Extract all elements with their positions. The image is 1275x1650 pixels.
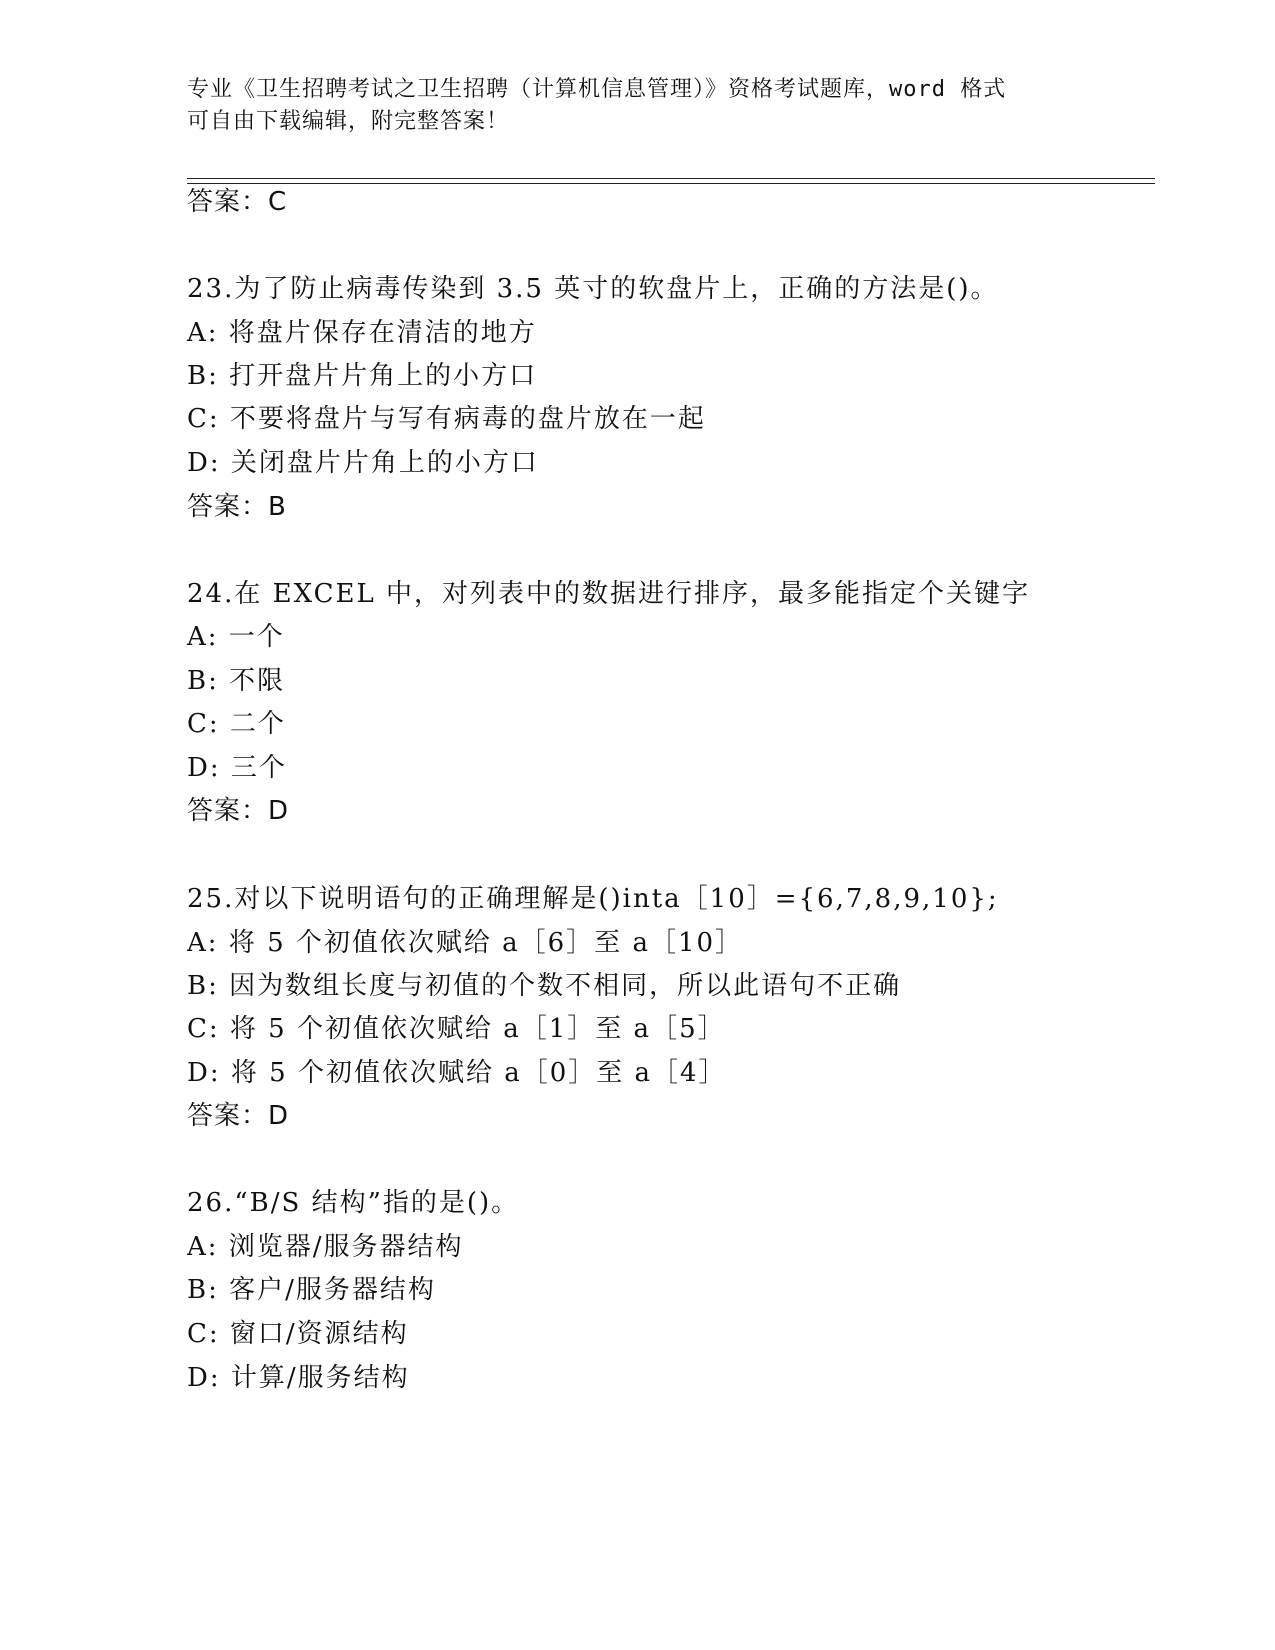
question-25-option-c: C: 将 5 个初值依次赋给 a［1］至 a［5］ — [187, 1014, 726, 1044]
question-23-option-b: B: 打开盘片片角上的小方口 — [187, 361, 538, 391]
question-25-option-d: D: 将 5 个初值依次赋给 a［0］至 a［4］ — [187, 1058, 727, 1088]
question-26-option-d: D: 计算/服务结构 — [187, 1363, 410, 1393]
question-24-option-b: B: 不限 — [187, 666, 286, 696]
question-25-answer: 答案：D — [187, 1101, 290, 1131]
header-divider-bottom — [187, 183, 1155, 184]
question-25-option-b: B: 因为数组长度与初值的个数不相同，所以此语句不正确 — [187, 971, 902, 1001]
question-23-stem: 23.为了防止病毒传染到 3.5 英寸的软盘片上，正确的方法是()。 — [187, 274, 999, 304]
question-24-option-a: A: 一个 — [187, 622, 285, 652]
question-26-option-a: A: 浏览器/服务器结构 — [187, 1232, 464, 1262]
question-25-stem: 25.对以下说明语句的正确理解是()inta［10］={6,7,8,9,10}; — [187, 884, 999, 914]
question-25-option-a: A: 将 5 个初值依次赋给 a［6］至 a［10］ — [187, 928, 744, 958]
question-26-option-c: C: 窗口/资源结构 — [187, 1319, 409, 1349]
document-header — [187, 74, 1087, 138]
question-24-option-d: D: 三个 — [187, 753, 287, 783]
question-23-option-c: C: 不要将盘片与写有病毒的盘片放在一起 — [187, 404, 706, 434]
question-23-answer: 答案：B — [187, 492, 287, 522]
question-23-option-a: A: 将盘片保存在清洁的地方 — [187, 318, 537, 348]
question-23-option-d: D: 关闭盘片片角上的小方口 — [187, 448, 539, 478]
header-divider-top — [187, 178, 1155, 179]
question-24-answer: 答案：D — [187, 796, 290, 826]
previous-answer: 答案：C — [187, 187, 288, 217]
question-24-option-c: C: 二个 — [187, 709, 286, 739]
question-26-stem: 26.“B/S 结构”指的是()。 — [187, 1188, 520, 1218]
header-line-2: 可自由下载编辑，附完整答案！ — [187, 109, 510, 134]
question-24-stem: 24.在 EXCEL 中，对列表中的数据进行排序，最多能指定个关键字 — [187, 579, 1031, 609]
question-26-option-b: B: 客户/服务器结构 — [187, 1275, 436, 1305]
header-line-1: 专业《卫生招聘考试之卫生招聘（计算机信息管理）》资格考试题库，word 格式 — [187, 77, 1007, 102]
